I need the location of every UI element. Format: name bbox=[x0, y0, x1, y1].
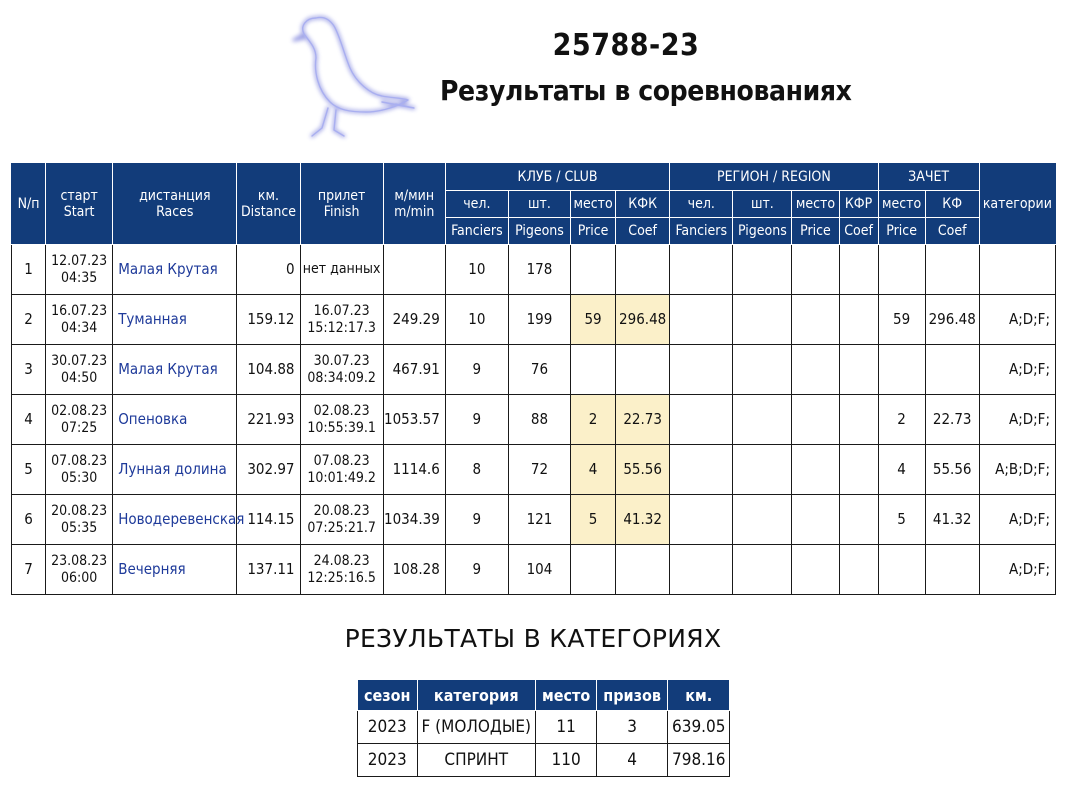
table-row bbox=[12, 295, 1056, 345]
region-place-cell bbox=[792, 495, 839, 545]
speed-cell: 1034.39 bbox=[383, 495, 445, 545]
table-row bbox=[12, 495, 1056, 545]
zachet-place-header-en: Price bbox=[878, 218, 925, 245]
row-number: 2 bbox=[12, 295, 46, 345]
region-fanciers-header-en: Fanciers bbox=[670, 218, 733, 245]
zachet-coef-cell: 296.48 bbox=[925, 295, 979, 345]
col-header-finish: прилет Finish bbox=[300, 164, 383, 245]
club-coef-cell: 41.32 bbox=[616, 495, 670, 545]
race-link[interactable]: Новодеревенская bbox=[113, 495, 237, 545]
finish-datetime: 20.08.23 07:25:21.7 bbox=[300, 495, 383, 545]
table-row bbox=[12, 395, 1056, 445]
row-number: 4 bbox=[12, 395, 46, 445]
club-place-cell bbox=[571, 545, 616, 595]
region-pigeons-cell bbox=[733, 345, 792, 395]
col-header-distance: км. Distance bbox=[237, 164, 300, 245]
club-place-cell bbox=[571, 245, 616, 295]
col-header-season: сезон bbox=[358, 680, 418, 711]
club-fanciers-cell: 9 bbox=[445, 545, 508, 595]
region-fanciers-cell bbox=[670, 495, 733, 545]
club-coef-cell: 296.48 bbox=[616, 295, 670, 345]
region-coef-cell bbox=[839, 495, 878, 545]
season-cell: 2023 bbox=[358, 744, 418, 777]
region-coef-header-en: Coef bbox=[839, 218, 878, 245]
club-coef-cell: 55.56 bbox=[616, 445, 670, 495]
club-pigeons-cell: 76 bbox=[508, 345, 570, 395]
prizes-cell: 3 bbox=[597, 711, 668, 744]
km-cell: 798.16 bbox=[667, 744, 730, 777]
categories-cell: A;D;F; bbox=[979, 545, 1055, 595]
region-coef-cell bbox=[839, 395, 878, 445]
row-number: 6 bbox=[12, 495, 46, 545]
categories-cell: A;D;F; bbox=[979, 295, 1055, 345]
zachet-coef-cell bbox=[925, 345, 979, 395]
race-link[interactable]: Опеновка bbox=[113, 395, 237, 445]
col-header-place: место bbox=[535, 680, 596, 711]
categories-cell bbox=[979, 245, 1055, 295]
club-fanciers-cell: 9 bbox=[445, 395, 508, 445]
region-pigeons-cell bbox=[733, 495, 792, 545]
club-fanciers-header: чел. bbox=[445, 191, 508, 218]
zachet-coef-header-en: Coef bbox=[925, 218, 979, 245]
prizes-cell: 4 bbox=[597, 744, 668, 777]
start-datetime: 02.08.23 07:25 bbox=[46, 395, 113, 445]
club-fanciers-cell: 9 bbox=[445, 495, 508, 545]
place-cell: 110 bbox=[535, 744, 596, 777]
zachet-coef-cell bbox=[925, 545, 979, 595]
region-coef-cell bbox=[839, 295, 878, 345]
pigeon-icon bbox=[286, 10, 426, 145]
club-place-cell: 59 bbox=[571, 295, 616, 345]
finish-datetime: нет данных bbox=[300, 245, 383, 295]
club-pigeons-header: шт. bbox=[508, 191, 570, 218]
region-coef-cell bbox=[839, 345, 878, 395]
club-place-cell: 5 bbox=[571, 495, 616, 545]
finish-datetime: 02.08.23 10:55:39.1 bbox=[300, 395, 383, 445]
speed-cell: 1053.57 bbox=[383, 395, 445, 445]
col-header-speed: м/мин m/min bbox=[383, 164, 445, 245]
zachet-coef-cell: 22.73 bbox=[925, 395, 979, 445]
speed-cell bbox=[383, 245, 445, 295]
region-place-cell bbox=[792, 245, 839, 295]
km-cell: 639.05 bbox=[667, 711, 730, 744]
region-fanciers-cell bbox=[670, 445, 733, 495]
zachet-place-cell: 59 bbox=[878, 295, 925, 345]
col-group-region: РЕГИОН / REGION bbox=[670, 164, 878, 191]
table-row bbox=[12, 545, 1056, 595]
col-header-category: категория bbox=[417, 680, 535, 711]
page-title: Результаты в соревнованиях bbox=[440, 74, 852, 107]
start-datetime: 23.08.23 06:00 bbox=[46, 545, 113, 595]
distance-cell: 0 bbox=[237, 245, 300, 295]
row-number: 3 bbox=[12, 345, 46, 395]
categories-cell: A;D;F; bbox=[979, 345, 1055, 395]
region-pigeons-cell bbox=[733, 245, 792, 295]
club-pigeons-cell: 121 bbox=[508, 495, 570, 545]
speed-cell: 1114.6 bbox=[383, 445, 445, 495]
distance-cell: 159.12 bbox=[237, 295, 300, 345]
race-link[interactable]: Малая Крутая bbox=[113, 245, 237, 295]
category-cell: СПРИНТ bbox=[417, 744, 535, 777]
region-fanciers-cell bbox=[670, 545, 733, 595]
col-header-start: старт Start bbox=[46, 164, 113, 245]
zachet-place-cell: 2 bbox=[878, 395, 925, 445]
region-place-cell bbox=[792, 295, 839, 345]
distance-cell: 221.93 bbox=[237, 395, 300, 445]
categories-section-title: РЕЗУЛЬТАТЫ В КАТЕГОРИЯХ bbox=[344, 624, 722, 653]
speed-cell: 467.91 bbox=[383, 345, 445, 395]
zachet-place-cell: 4 bbox=[878, 445, 925, 495]
start-datetime: 20.08.23 05:35 bbox=[46, 495, 113, 545]
row-number: 1 bbox=[12, 245, 46, 295]
season-cell: 2023 bbox=[358, 711, 418, 744]
region-coef-cell bbox=[839, 545, 878, 595]
col-header-km: км. bbox=[667, 680, 730, 711]
region-pigeons-header-en: Pigeons bbox=[733, 218, 792, 245]
region-fanciers-cell bbox=[670, 245, 733, 295]
start-datetime: 12.07.23 04:35 bbox=[46, 245, 113, 295]
table-row bbox=[358, 711, 730, 744]
club-fanciers-cell: 8 bbox=[445, 445, 508, 495]
col-header-prizes: призов bbox=[597, 680, 668, 711]
club-pigeons-cell: 104 bbox=[508, 545, 570, 595]
region-fanciers-cell bbox=[670, 295, 733, 345]
club-coef-cell bbox=[616, 545, 670, 595]
region-pigeons-cell bbox=[733, 545, 792, 595]
region-pigeons-header: шт. bbox=[733, 191, 792, 218]
start-datetime: 30.07.23 04:50 bbox=[46, 345, 113, 395]
zachet-coef-cell: 41.32 bbox=[925, 495, 979, 545]
race-link[interactable]: Вечерняя bbox=[113, 545, 237, 595]
club-coef-cell bbox=[616, 245, 670, 295]
club-fanciers-header-en: Fanciers bbox=[445, 218, 508, 245]
region-place-cell bbox=[792, 345, 839, 395]
distance-cell: 104.88 bbox=[237, 345, 300, 395]
club-place-header-en: Price bbox=[571, 218, 616, 245]
region-place-header-en: Price bbox=[792, 218, 839, 245]
speed-cell: 108.28 bbox=[383, 545, 445, 595]
region-place-cell bbox=[792, 395, 839, 445]
table-row bbox=[12, 345, 1056, 395]
ring-number: 25788-23 bbox=[552, 28, 700, 63]
club-coef-header-en: Coef bbox=[616, 218, 670, 245]
finish-datetime: 24.08.23 12:25:16.5 bbox=[300, 545, 383, 595]
club-pigeons-cell: 72 bbox=[508, 445, 570, 495]
col-group-club: КЛУБ / CLUB bbox=[445, 164, 669, 191]
race-link[interactable]: Туманная bbox=[113, 295, 237, 345]
club-place-cell: 2 bbox=[571, 395, 616, 445]
club-pigeons-cell: 178 bbox=[508, 245, 570, 295]
region-pigeons-cell bbox=[733, 295, 792, 345]
results-table bbox=[11, 163, 1056, 595]
categories-cell: A;D;F; bbox=[979, 395, 1055, 445]
col-header-race: дистанция Races bbox=[113, 164, 237, 245]
zachet-coef-cell: 55.56 bbox=[925, 445, 979, 495]
start-datetime: 16.07.23 04:34 bbox=[46, 295, 113, 345]
zachet-place-cell bbox=[878, 345, 925, 395]
categories-table bbox=[357, 679, 730, 777]
zachet-place-cell bbox=[878, 545, 925, 595]
page-header bbox=[0, 0, 1066, 160]
distance-cell: 114.15 bbox=[237, 495, 300, 545]
table-row bbox=[12, 445, 1056, 495]
finish-datetime: 30.07.23 08:34:09.2 bbox=[300, 345, 383, 395]
club-fanciers-cell: 10 bbox=[445, 295, 508, 345]
table-row bbox=[12, 245, 1056, 295]
club-place-cell bbox=[571, 345, 616, 395]
race-link[interactable]: Малая Крутая bbox=[113, 345, 237, 395]
region-pigeons-cell bbox=[733, 445, 792, 495]
speed-cell: 249.29 bbox=[383, 295, 445, 345]
region-place-header: место bbox=[792, 191, 839, 218]
distance-cell: 137.11 bbox=[237, 545, 300, 595]
zachet-coef-cell bbox=[925, 245, 979, 295]
row-number: 7 bbox=[12, 545, 46, 595]
club-coef-header: КФК bbox=[616, 191, 670, 218]
region-coef-cell bbox=[839, 445, 878, 495]
club-place-cell: 4 bbox=[571, 445, 616, 495]
finish-datetime: 07.08.23 10:01:49.2 bbox=[300, 445, 383, 495]
col-header-categories: категории bbox=[979, 164, 1055, 245]
zachet-place-header: место bbox=[878, 191, 925, 218]
club-place-header: место bbox=[571, 191, 616, 218]
region-fanciers-cell bbox=[670, 345, 733, 395]
start-datetime: 07.08.23 05:30 bbox=[46, 445, 113, 495]
region-place-cell bbox=[792, 445, 839, 495]
category-cell: F (МОЛОДЫЕ) bbox=[417, 711, 535, 744]
region-coef-header: КФР bbox=[839, 191, 878, 218]
club-pigeons-cell: 199 bbox=[508, 295, 570, 345]
categories-cell: A;B;D;F; bbox=[979, 445, 1055, 495]
col-header-num: N/п bbox=[12, 164, 46, 245]
club-coef-cell: 22.73 bbox=[616, 395, 670, 445]
club-fanciers-cell: 10 bbox=[445, 245, 508, 295]
zachet-place-cell: 5 bbox=[878, 495, 925, 545]
region-place-cell bbox=[792, 545, 839, 595]
row-number: 5 bbox=[12, 445, 46, 495]
distance-cell: 302.97 bbox=[237, 445, 300, 495]
finish-datetime: 16.07.23 15:12:17.3 bbox=[300, 295, 383, 345]
race-link[interactable]: Лунная долина bbox=[113, 445, 237, 495]
club-fanciers-cell: 9 bbox=[445, 345, 508, 395]
zachet-place-cell bbox=[878, 245, 925, 295]
club-coef-cell bbox=[616, 345, 670, 395]
table-row bbox=[358, 744, 730, 777]
categories-cell: A;D;F; bbox=[979, 495, 1055, 545]
region-pigeons-cell bbox=[733, 395, 792, 445]
region-fanciers-header: чел. bbox=[670, 191, 733, 218]
region-coef-cell bbox=[839, 245, 878, 295]
zachet-coef-header: КФ bbox=[925, 191, 979, 218]
region-fanciers-cell bbox=[670, 395, 733, 445]
place-cell: 11 bbox=[535, 711, 596, 744]
club-pigeons-cell: 88 bbox=[508, 395, 570, 445]
col-group-zachet: ЗАЧЕТ bbox=[878, 164, 979, 191]
club-pigeons-header-en: Pigeons bbox=[508, 218, 570, 245]
